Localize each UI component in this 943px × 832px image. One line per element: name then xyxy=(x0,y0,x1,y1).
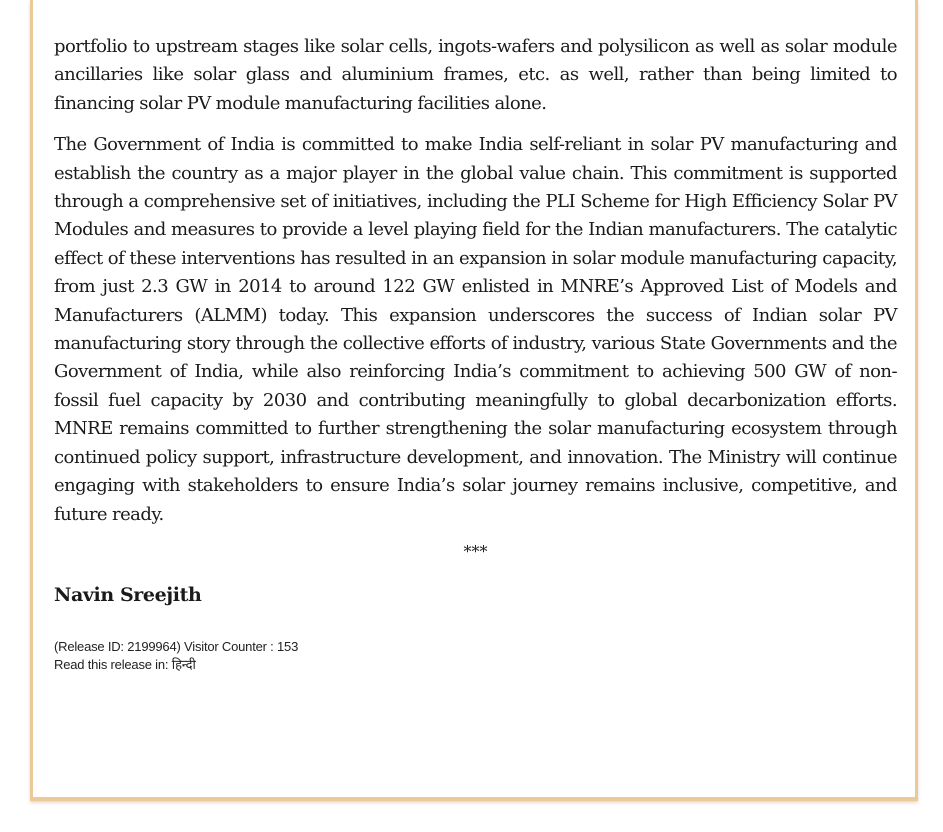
signature: Navin Sreejith xyxy=(54,583,202,606)
release-id: (Release ID: 2199964) xyxy=(54,638,181,654)
press-release-body xyxy=(54,33,897,674)
body-paragraph: The Government of India is committed to make India self-reliant in solar PV manufacturing and establish the country as a major player in the global value chain. This commitment is supported through a comprehensive set of initiatives, including the PLI Scheme for High Efficiency Solar PV Modules and measures to provide a level playing field for the Indian manufacturers. The catalytic effect of these interventions has resulted in an expansion in solar module manufacturing capacity, from just 2.3 GW in 2014 to around 122 GW enlisted in MNRE’s Approved List of Models and Manufacturers (ALMM) today. This expansion underscores the success of Indian solar PV manufacturing story through the collective efforts of industry, various State Governments and the Government of India, while also reinforcing India’s commitment to achieving 500 GW of non-fossil fuel capacity by 2030 and contributing meaningfully to global decarbonization efforts. MNRE remains committed to further strengthening the solar manufacturing ecosystem through continued policy support, infrastructure development, and innovation. The Ministry will continue engaging with stakeholders to ensure India’s solar journey remains inclusive, competitive, and future ready. xyxy=(54,134,897,525)
read-in-line xyxy=(54,656,897,674)
read-in-label: Read this release in: xyxy=(54,656,169,672)
press-release-panel xyxy=(30,0,918,801)
language-link-hindi[interactable]: हिन्दी xyxy=(171,656,196,672)
separator: *** xyxy=(463,541,488,561)
release-meta xyxy=(54,638,897,674)
body-paragraph: portfolio to upstream stages like solar cells, ingots-wafers and polysilicon as well as solar module ancillaries like solar glass and aluminium frames, etc. as well, rather than being limited to financing solar PV module manufacturing facilities alone. xyxy=(54,36,897,114)
visitor-counter-label: Visitor Counter : xyxy=(184,638,274,654)
release-info-line xyxy=(54,638,897,656)
visitor-counter-value: 153 xyxy=(277,638,299,654)
